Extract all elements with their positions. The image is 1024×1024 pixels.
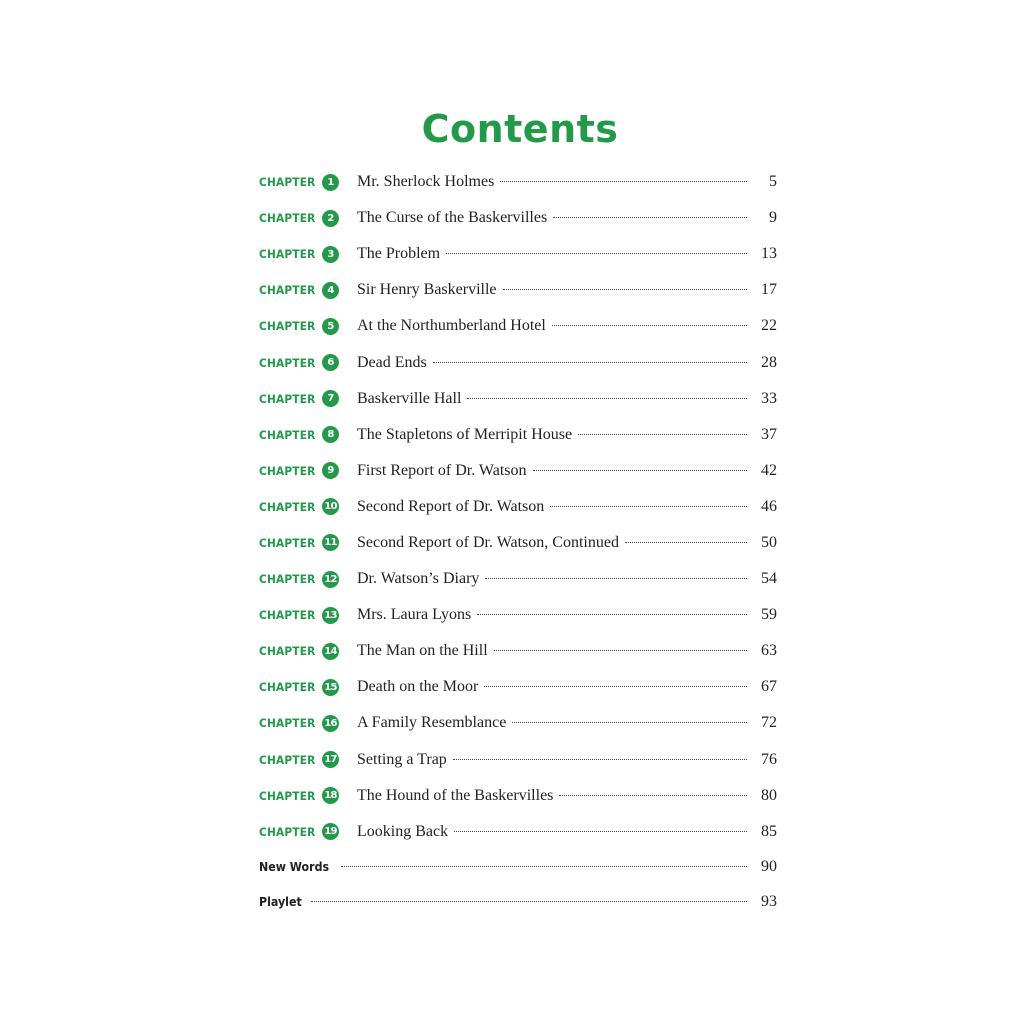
toc-row-chapter-13 (259, 597, 777, 633)
toc-row-chapter-17 (259, 742, 777, 778)
chapter-label: CHAPTER (259, 788, 316, 803)
chapter-number-badge: 10 (322, 498, 339, 515)
page-number: 59 (761, 606, 777, 624)
toc-entry (259, 858, 777, 876)
section-title: New Words (259, 860, 330, 875)
page-number: 22 (761, 317, 777, 335)
chapter-number-badge: 9 (322, 462, 339, 479)
dot-leader (533, 469, 747, 471)
toc-row-playlet (259, 885, 777, 920)
chapter-title: The Man on the Hill (357, 642, 488, 660)
toc-row-chapter-11 (259, 525, 777, 561)
chapter-label: CHAPTER (259, 283, 316, 298)
dot-leader (433, 361, 747, 363)
chapter-number-badge: 6 (322, 354, 339, 371)
chapter-title: Looking Back (357, 822, 449, 840)
chapter-label: CHAPTER (259, 319, 316, 334)
dot-leader (477, 613, 747, 615)
toc-entry (259, 893, 777, 911)
dot-leader (454, 830, 747, 832)
page-number: 80 (761, 786, 777, 804)
toc-row-chapter-18 (259, 778, 777, 814)
chapter-number-badge: 19 (322, 823, 339, 840)
table-of-contents (259, 164, 777, 920)
toc-row-chapter-1 (259, 164, 777, 200)
toc-row-chapter-19 (259, 814, 777, 850)
page-number: 85 (761, 822, 777, 840)
chapter-title: Mr. Sherlock Holmes (357, 173, 495, 191)
dot-leader (550, 505, 747, 507)
toc-entry (357, 570, 777, 588)
page-number: 72 (761, 714, 777, 732)
page-number: 90 (761, 858, 777, 876)
chapter-number-badge: 15 (322, 679, 339, 696)
page-number: 17 (761, 281, 777, 299)
dot-leader (485, 577, 747, 579)
chapter-title: A Family Resemblance (357, 714, 507, 732)
dot-leader (512, 721, 747, 723)
toc-entry (357, 714, 777, 732)
toc-row-chapter-8 (259, 417, 777, 453)
section-title: Playlet (259, 895, 302, 910)
page-number: 76 (761, 750, 777, 768)
dot-leader (552, 324, 747, 326)
toc-row-chapter-16 (259, 705, 777, 741)
page-number: 37 (761, 425, 777, 443)
chapter-label: CHAPTER (259, 716, 316, 731)
toc-entry (357, 498, 777, 516)
toc-entry (357, 534, 777, 552)
page-number: 28 (761, 353, 777, 371)
toc-row-chapter-12 (259, 561, 777, 597)
toc-entry (357, 462, 777, 480)
dot-leader (578, 433, 747, 435)
page-number: 54 (761, 570, 777, 588)
toc-entry (357, 281, 777, 299)
toc-entry (357, 606, 777, 624)
page-title: Contents (421, 107, 619, 151)
dot-leader (503, 288, 747, 290)
chapter-title: Death on the Moor (357, 678, 479, 696)
toc-entry (357, 245, 777, 263)
dot-leader (453, 758, 747, 760)
chapter-number-badge: 3 (322, 246, 339, 263)
dot-leader (625, 541, 747, 543)
dot-leader (500, 180, 747, 182)
chapter-title: Dr. Watson’s Diary (357, 570, 480, 588)
chapter-title: Dead Ends (357, 353, 427, 371)
chapter-label: CHAPTER (259, 211, 316, 226)
page-number: 42 (761, 461, 777, 479)
chapter-label: CHAPTER (259, 680, 316, 695)
chapter-number-badge: 14 (322, 643, 339, 660)
toc-entry (357, 317, 777, 335)
toc-row-chapter-4 (259, 272, 777, 308)
dot-leader (553, 216, 747, 218)
toc-row-new-words (259, 850, 777, 885)
chapter-title: The Stapletons of Merripit House (357, 425, 573, 443)
toc-row-chapter-14 (259, 633, 777, 669)
dot-leader (446, 252, 747, 254)
dot-leader (311, 900, 747, 902)
toc-entry (357, 390, 777, 408)
chapter-title: The Hound of the Baskervilles (357, 786, 554, 804)
chapter-title: Second Report of Dr. Watson (357, 497, 545, 515)
dot-leader (494, 649, 747, 651)
dot-leader (341, 865, 747, 867)
toc-entry (357, 354, 777, 372)
toc-row-chapter-2 (259, 200, 777, 236)
toc-row-chapter-7 (259, 381, 777, 417)
chapter-label: CHAPTER (259, 535, 316, 550)
chapter-title: Mrs. Laura Lyons (357, 606, 472, 624)
page-number: 13 (761, 245, 777, 263)
chapter-number-badge: 4 (322, 282, 339, 299)
chapter-label: CHAPTER (259, 824, 316, 839)
chapter-title: Sir Henry Baskerville (357, 281, 497, 299)
chapter-title: At the Northumberland Hotel (357, 317, 546, 335)
chapter-title: The Problem (357, 245, 441, 263)
toc-row-chapter-9 (259, 453, 777, 489)
toc-row-chapter-15 (259, 669, 777, 705)
toc-entry (357, 173, 777, 191)
chapter-label: CHAPTER (259, 247, 316, 262)
chapter-number-badge: 11 (322, 534, 339, 551)
chapter-title: Baskerville Hall (357, 389, 462, 407)
chapter-number-badge: 8 (322, 426, 339, 443)
toc-entry (357, 209, 777, 227)
chapter-label: CHAPTER (259, 427, 316, 442)
dot-leader (484, 685, 747, 687)
toc-entry (357, 426, 777, 444)
chapter-label: CHAPTER (259, 499, 316, 514)
chapter-label: CHAPTER (259, 175, 316, 190)
chapter-number-badge: 17 (322, 751, 339, 768)
page-number: 33 (761, 389, 777, 407)
chapter-number-badge: 18 (322, 787, 339, 804)
dot-leader (559, 794, 747, 796)
toc-row-chapter-10 (259, 489, 777, 525)
chapter-number-badge: 7 (322, 390, 339, 407)
chapter-title: Setting a Trap (357, 750, 447, 768)
dot-leader (467, 397, 747, 399)
chapter-label: CHAPTER (259, 572, 316, 587)
page-number: 46 (761, 497, 777, 515)
toc-entry (357, 678, 777, 696)
chapter-number-badge: 1 (322, 174, 339, 191)
chapter-number-badge: 13 (322, 607, 339, 624)
toc-entry (357, 823, 777, 841)
page-number: 63 (761, 642, 777, 660)
toc-row-chapter-5 (259, 308, 777, 344)
chapter-title: The Curse of the Baskervilles (357, 209, 548, 227)
chapter-number-badge: 5 (322, 318, 339, 335)
chapter-label: CHAPTER (259, 752, 316, 767)
chapter-number-badge: 16 (322, 715, 339, 732)
chapter-title: First Report of Dr. Watson (357, 461, 527, 479)
toc-row-chapter-3 (259, 236, 777, 272)
page-number: 93 (761, 893, 777, 911)
chapter-number-badge: 2 (322, 210, 339, 227)
page-number: 67 (761, 678, 777, 696)
toc-entry (357, 787, 777, 805)
toc-entry (357, 751, 777, 769)
page-number: 50 (761, 533, 777, 551)
chapter-label: CHAPTER (259, 463, 316, 478)
toc-entry (357, 642, 777, 660)
chapter-title: Second Report of Dr. Watson, Continued (357, 533, 619, 551)
page-number: 9 (769, 209, 777, 227)
chapter-label: CHAPTER (259, 608, 316, 623)
chapter-number-badge: 12 (322, 571, 339, 588)
chapter-label: CHAPTER (259, 391, 316, 406)
page-number: 5 (769, 173, 777, 191)
chapter-label: CHAPTER (259, 355, 316, 370)
toc-row-chapter-6 (259, 344, 777, 380)
chapter-label: CHAPTER (259, 644, 316, 659)
